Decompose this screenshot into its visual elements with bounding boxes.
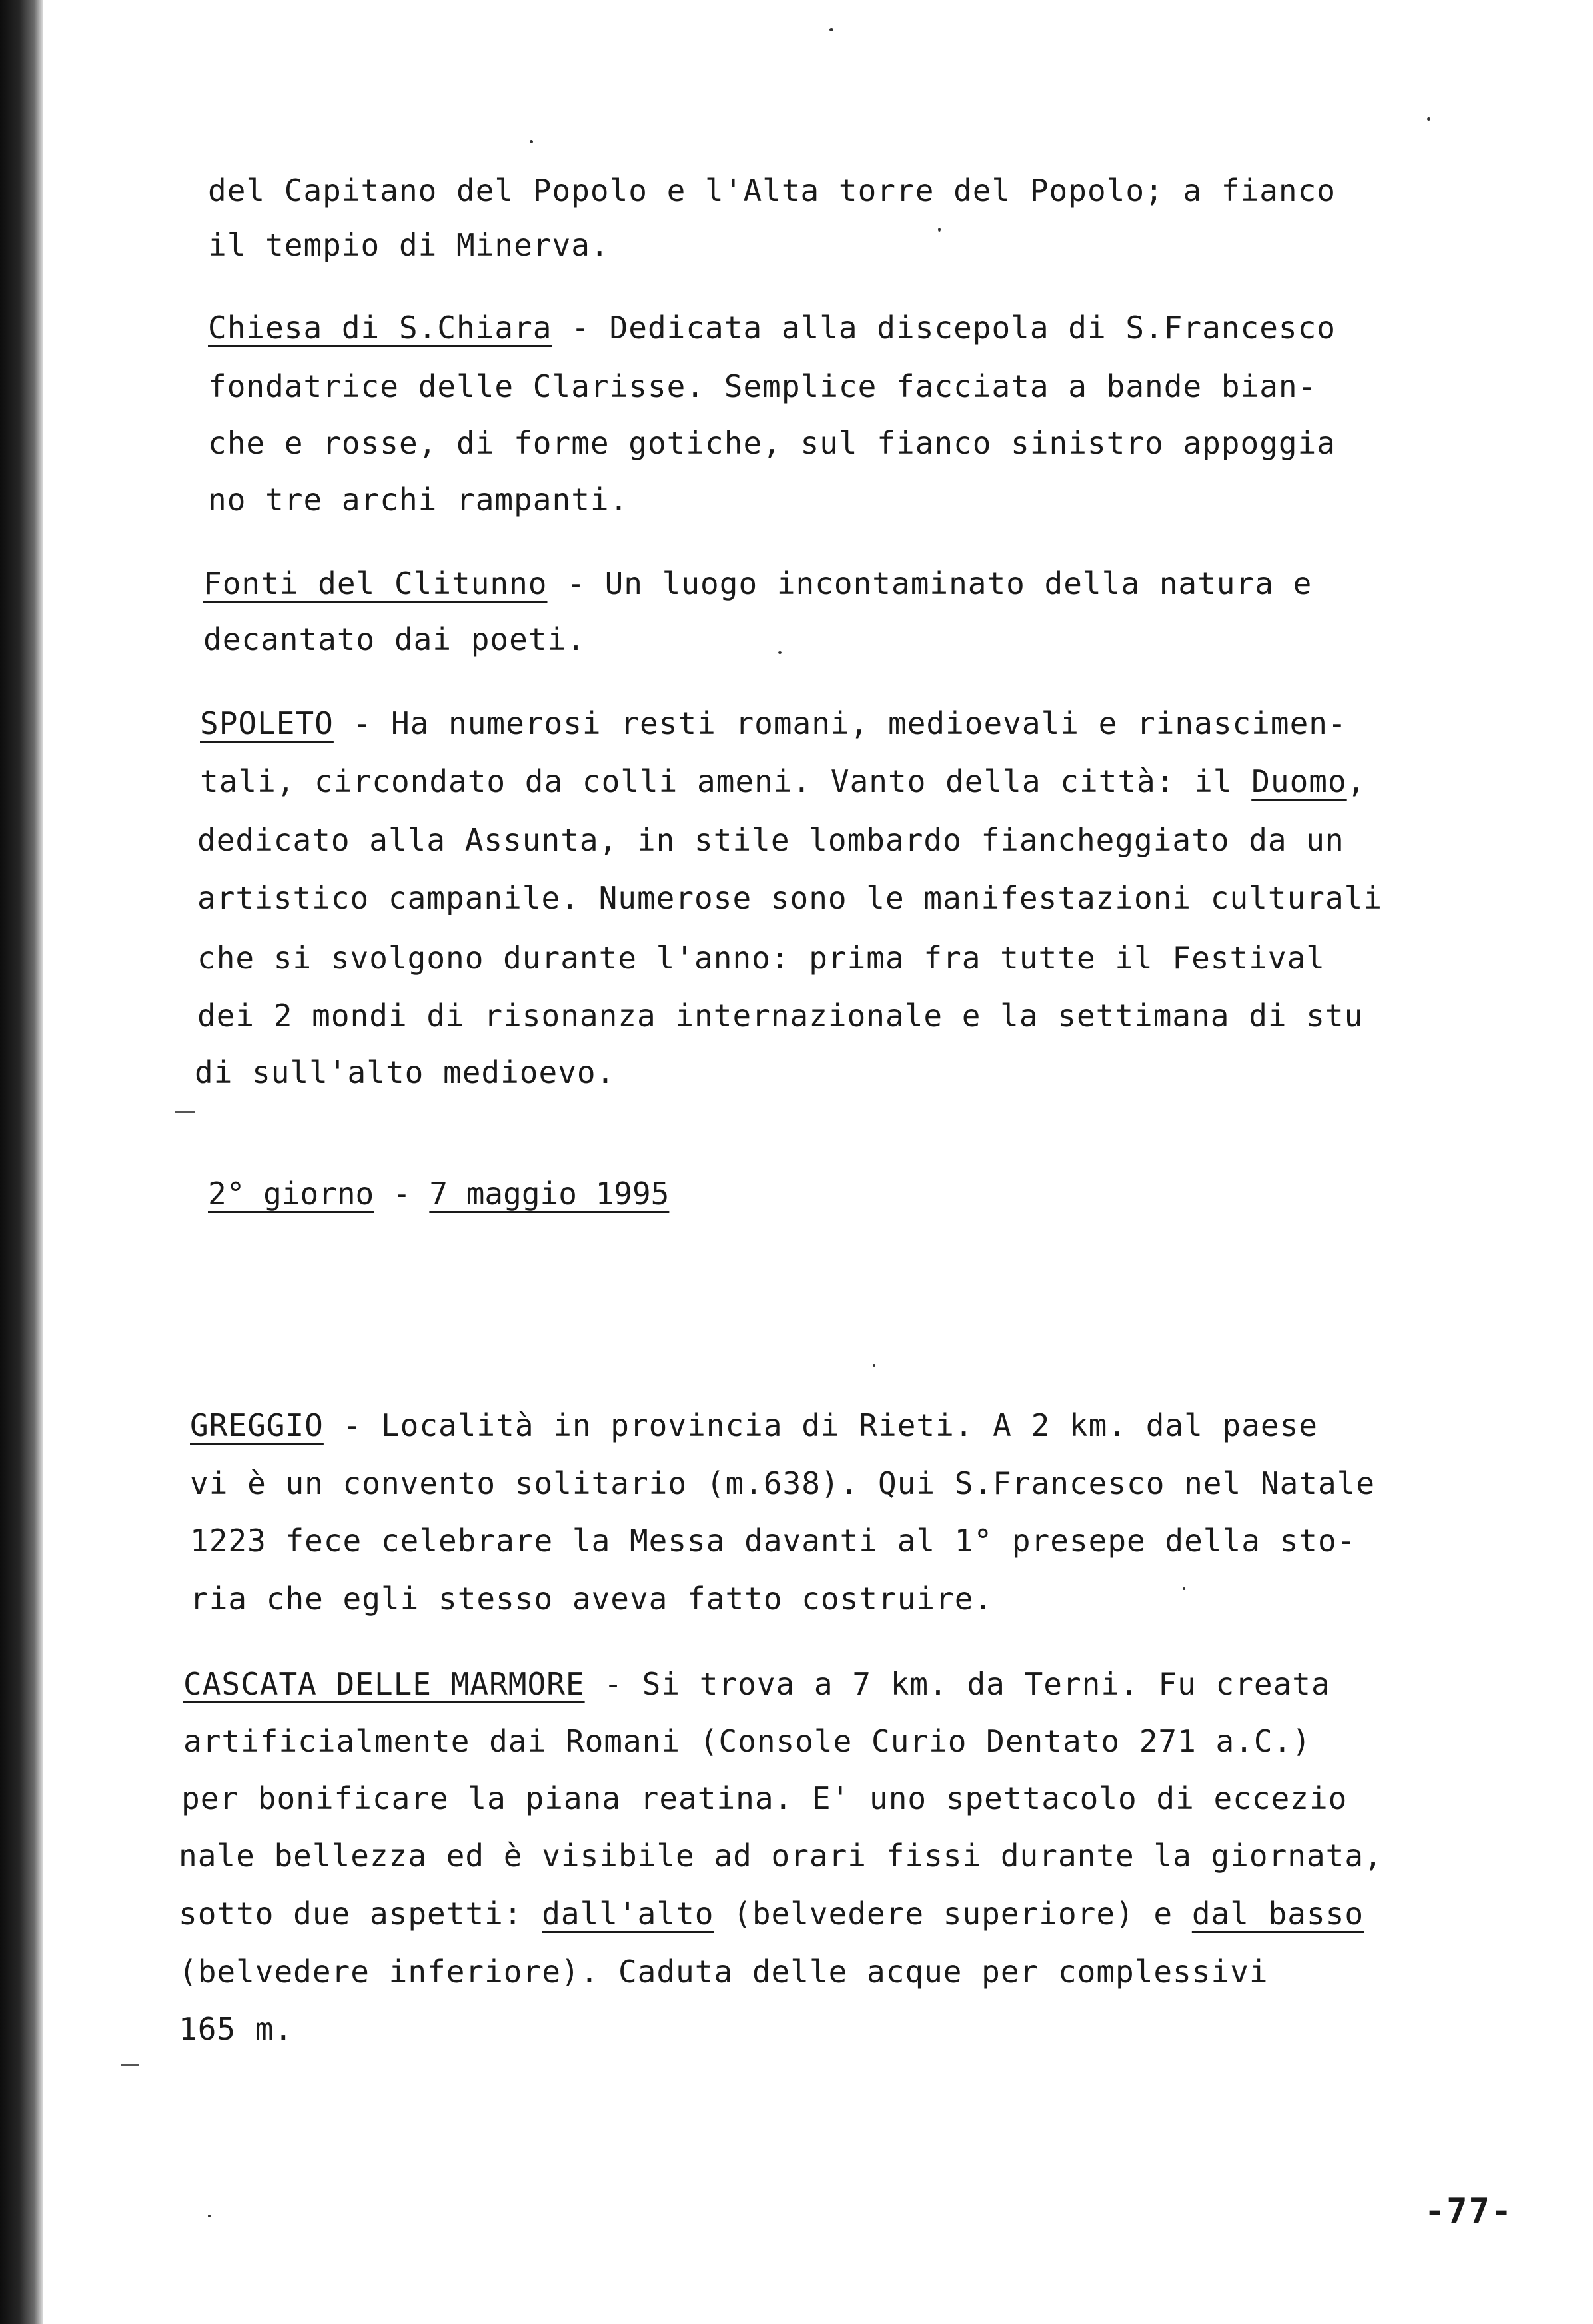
text-line: no tre archi rampanti. <box>208 482 629 518</box>
text-line: vi è un convento solitario (m.638). Qui S.Francesco nel Natale <box>190 1465 1376 1501</box>
book-binding-shadow <box>0 0 43 2324</box>
text-line: 165 m. <box>179 2011 294 2047</box>
paragraph-spoleto-first-line <box>200 705 1347 742</box>
text-fragment: sotto due aspetti: <box>179 1896 542 1932</box>
paragraph-chiara-first-line <box>208 309 1336 346</box>
greggio-title: GREGGIO <box>190 1407 324 1443</box>
scan-speck <box>208 2215 211 2217</box>
scan-speck <box>938 228 941 232</box>
page-number: -77- <box>1424 2191 1514 2231</box>
scan-speck <box>1427 117 1430 121</box>
text-line: nale bellezza ed è visibile ad orari fissi durante la giornata, <box>179 1838 1383 1874</box>
text-line <box>179 1895 1364 1932</box>
text-line: dedicato alla Assunta, in stile lombardo fiancheggiato da un <box>197 822 1344 858</box>
text-fragment: - Ha numerosi resti romani, medioevali e rinascimen- <box>333 705 1347 741</box>
spoleto-title: SPOLETO <box>200 705 334 741</box>
text-line: artistico campanile. Numerose sono le manifestazioni culturali <box>197 880 1383 916</box>
duomo-word: Duomo <box>1251 763 1347 799</box>
text-line: che si svolgono durante l'anno: prima fra tutte il Festival <box>197 940 1325 976</box>
scan-speck <box>530 140 533 143</box>
text-line: 1223 fece celebrare la Messa davanti al 1° presepe della sto- <box>190 1523 1356 1559</box>
text-fragment: - Un luogo incontaminato della natura e <box>547 566 1313 601</box>
marmore-title: CASCATA DELLE MARMORE <box>183 1666 585 1702</box>
text-fragment: - <box>374 1176 430 1212</box>
paragraph-marmore-first-line <box>183 1665 1330 1703</box>
margin-mark <box>175 1111 195 1113</box>
dall-alto-word: dall'alto <box>542 1896 714 1932</box>
text-line: che e rosse, di forme gotiche, sul fianco sinistro appoggia <box>208 425 1336 461</box>
day-heading <box>208 1175 669 1212</box>
scan-speck <box>829 28 833 31</box>
text-fragment: - Si trova a 7 km. da Terni. Fu creata <box>584 1666 1330 1702</box>
scan-speck <box>1183 1587 1185 1590</box>
text-line: (belvedere inferiore). Caduta delle acque per complessivi <box>179 1954 1269 1990</box>
day-date: 7 maggio 1995 <box>429 1176 670 1212</box>
text-fragment: , <box>1346 763 1366 799</box>
paragraph-greggio-first-line <box>190 1407 1318 1444</box>
text-fragment: - Dedicata alla discepola di S.Francesco <box>552 310 1336 346</box>
text-line: il tempio di Minerva. <box>208 227 610 263</box>
chiara-title: Chiesa di S.Chiara <box>208 310 552 346</box>
clitunno-title: Fonti del Clitunno <box>203 566 548 601</box>
paragraph-clitunno-first-line <box>203 565 1312 602</box>
margin-mark <box>121 2064 139 2066</box>
scan-speck <box>778 651 782 654</box>
text-line <box>200 763 1366 800</box>
text-fragment: - Località in provincia di Rieti. A 2 km. dal paese <box>323 1407 1318 1443</box>
text-fragment: (belvedere superiore) e <box>714 1896 1192 1932</box>
text-line: per bonificare la piana reatina. E' uno spettacolo di eccezio <box>181 1780 1348 1816</box>
text-line: del Capitano del Popolo e l'Alta torre del Popolo; a fianco <box>208 173 1336 208</box>
text-line: di sull'alto medioevo. <box>195 1054 616 1090</box>
text-line: fondatrice delle Clarisse. Semplice facciata a bande bian- <box>208 368 1317 404</box>
text-line: ria che egli stesso aveva fatto costruire. <box>190 1581 993 1617</box>
dal-basso-word: dal basso <box>1191 1896 1364 1932</box>
text-line: dei 2 mondi di risonanza internazionale e la settimana di stu <box>197 998 1364 1034</box>
day-label: 2° giorno <box>208 1176 374 1212</box>
text-fragment: tali, circondato da colli ameni. Vanto della città: il <box>200 763 1252 799</box>
scan-speck <box>873 1364 875 1367</box>
text-line: decantato dai poeti. <box>203 621 586 657</box>
text-line: artificialmente dai Romani (Console Curio Dentato 271 a.C.) <box>183 1723 1311 1759</box>
